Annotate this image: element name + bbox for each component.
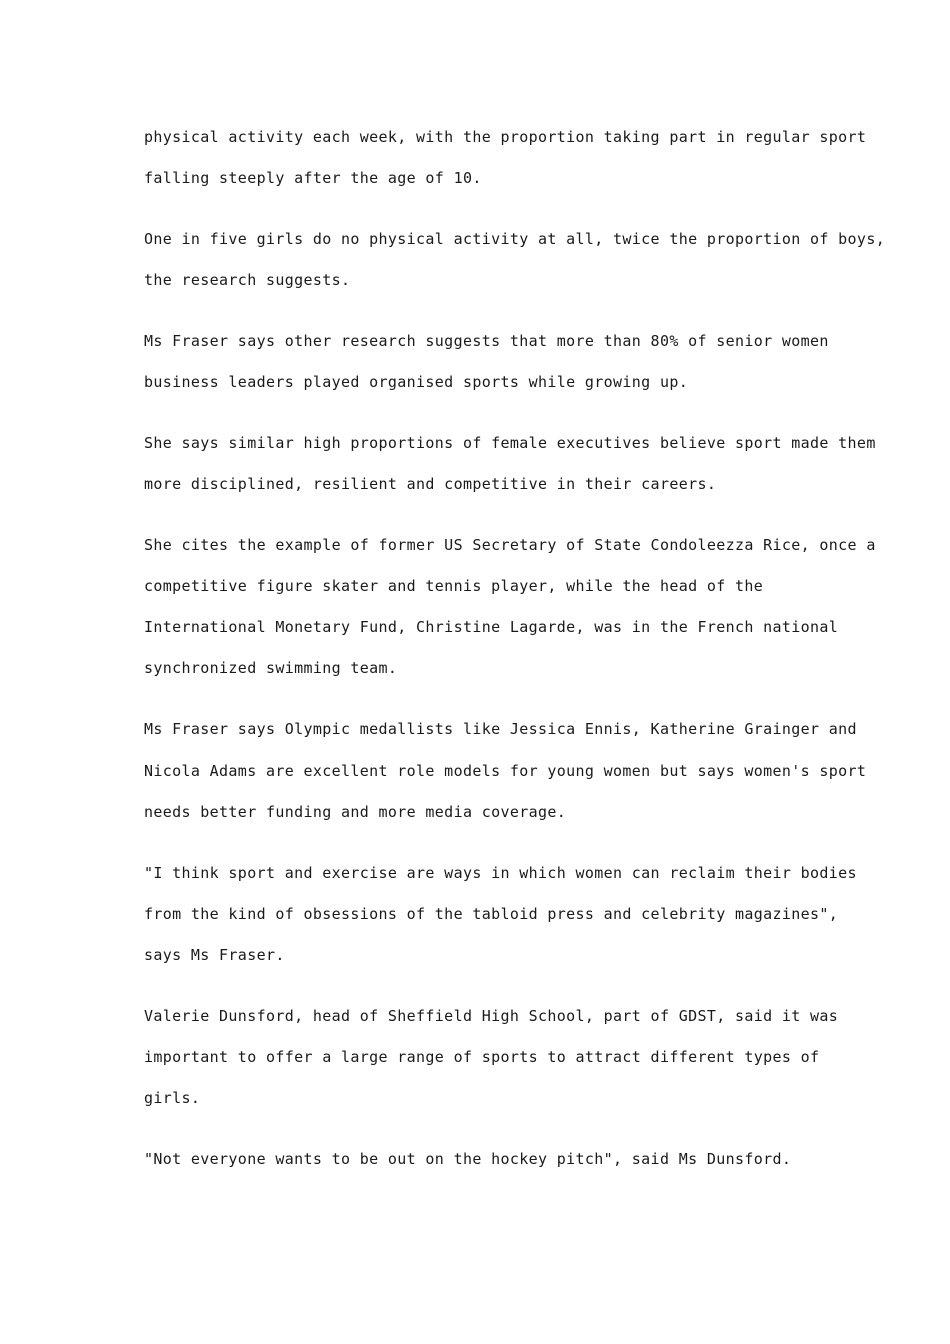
paragraph-7-line-2: from the kind of obsessions of the tabloid press and celebrity magazines", bbox=[144, 905, 839, 923]
paragraph-1-line-2: falling steeply after the age of 10. bbox=[144, 169, 482, 187]
paragraph-8-line-1: Valerie Dunsford, head of Sheffield High School, part of GDST, said it was bbox=[144, 1007, 839, 1025]
paragraph-1-line-1: physical activity each week, with the proportion taking part in regular sport bbox=[144, 128, 867, 146]
paragraph-8-line-2: important to offer a large range of sports to attract different types of bbox=[144, 1048, 820, 1066]
paragraph-3-line-2: business leaders played organised sports while growing up. bbox=[144, 373, 689, 391]
paragraph-9-line-1: "Not everyone wants to be out on the hockey pitch", said Ms Dunsford. bbox=[144, 1150, 792, 1168]
paragraph-5-line-2: competitive figure skater and tennis player, while the head of the bbox=[144, 577, 764, 595]
paragraph-5-line-4: synchronized swimming team. bbox=[144, 659, 398, 677]
paragraph-3-line-1: Ms Fraser says other research suggests that more than 80% of senior women bbox=[144, 332, 829, 350]
paragraph-2-line-2: the research suggests. bbox=[144, 271, 351, 289]
paragraph-6-line-2: Nicola Adams are excellent role models for young women but says women's sport bbox=[144, 762, 867, 780]
paragraph-4-line-2: more disciplined, resilient and competitive in their careers. bbox=[144, 475, 717, 493]
paragraph-2-line-1: One in five girls do no physical activity at all, twice the proportion of boys, bbox=[144, 230, 886, 248]
paragraph-7-line-3: says Ms Fraser. bbox=[144, 946, 285, 964]
paragraph-8-line-3: girls. bbox=[144, 1089, 201, 1107]
paragraph-5-line-3: International Monetary Fund, Christine Lagarde, was in the French national bbox=[144, 618, 839, 636]
paragraph-4-line-1: She says similar high proportions of female executives believe sport made them bbox=[144, 434, 876, 452]
paragraph-5-line-1: She cites the example of former US Secretary of State Condoleezza Rice, once a bbox=[144, 536, 876, 554]
paragraph-7-line-1: "I think sport and exercise are ways in which women can reclaim their bodies bbox=[144, 864, 857, 882]
paragraph-6-line-1: Ms Fraser says Olympic medallists like Jessica Ennis, Katherine Grainger and bbox=[144, 720, 857, 738]
paragraph-6-line-3: needs better funding and more media coverage. bbox=[144, 803, 567, 821]
